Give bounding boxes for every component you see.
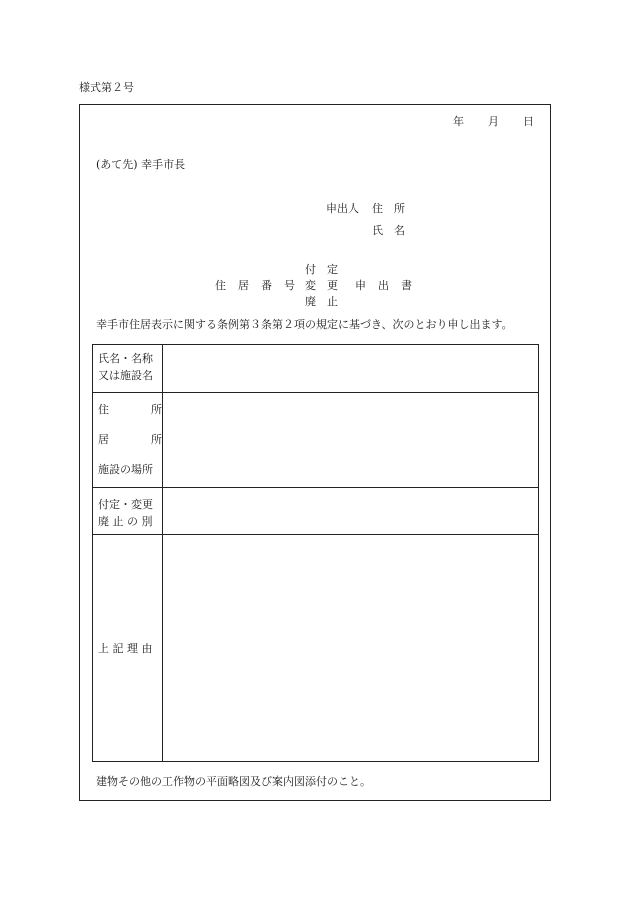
row-residence-label [98, 434, 162, 445]
row-type-label-2: 廃 止 の 別 [98, 515, 153, 528]
title-char-2: 居 [238, 279, 249, 292]
row-facility-label: 施設の場所 [98, 463, 153, 476]
row-name-label-1: 氏名・名称 [98, 352, 153, 365]
row-type-value[interactable] [163, 488, 538, 534]
row-name-value[interactable] [163, 345, 538, 392]
footer-note: 建物その他の工作物の平面略図及び案内図添付のこと。 [96, 775, 371, 788]
date-month[interactable]: 月 [488, 115, 499, 128]
row-reason-label: 上 記 理 由 [98, 642, 153, 655]
title-option-change: 変 更 [305, 279, 338, 292]
date-day[interactable]: 日 [523, 115, 534, 128]
row-type-label-1: 付定・変更 [98, 498, 153, 511]
row-name-label-2: 又は施設名 [98, 369, 153, 382]
title-char-1: 住 [215, 279, 226, 292]
row-address-value[interactable] [163, 393, 538, 487]
applicant-address-label-1: 住 [372, 202, 383, 215]
addressee: (あて先) 幸手市長 [96, 158, 186, 171]
row-address-label [98, 404, 162, 415]
title-char-6: 出 [378, 279, 389, 292]
title-char-5: 申 [355, 279, 366, 292]
applicant-name-label-1: 氏 [372, 224, 383, 237]
form-number: 様式第２号 [79, 81, 134, 94]
title-char-3: 番 [261, 279, 272, 292]
row-residence-label-2: 所 [151, 433, 162, 446]
title-option-assign: 付 定 [305, 263, 338, 276]
title-option-abolish: 廃 止 [305, 295, 338, 308]
row-address-label-1: 住 [98, 403, 109, 416]
applicant-address-label-2: 所 [394, 202, 405, 215]
row-reason-value[interactable] [163, 535, 538, 761]
row-address-label-2: 所 [151, 403, 162, 416]
statement: 幸手市住居表示に関する条例第３条第２項の規定に基づき、次のとおり申し出ます。 [96, 318, 513, 331]
title-char-7: 書 [401, 279, 412, 292]
row-residence-label-1: 居 [98, 433, 109, 446]
applicant-label: 申出人 [326, 202, 359, 215]
date-year[interactable]: 年 [453, 115, 464, 128]
title-char-4: 号 [284, 279, 295, 292]
details-table [92, 344, 539, 762]
applicant-name-label-2: 名 [394, 224, 405, 237]
